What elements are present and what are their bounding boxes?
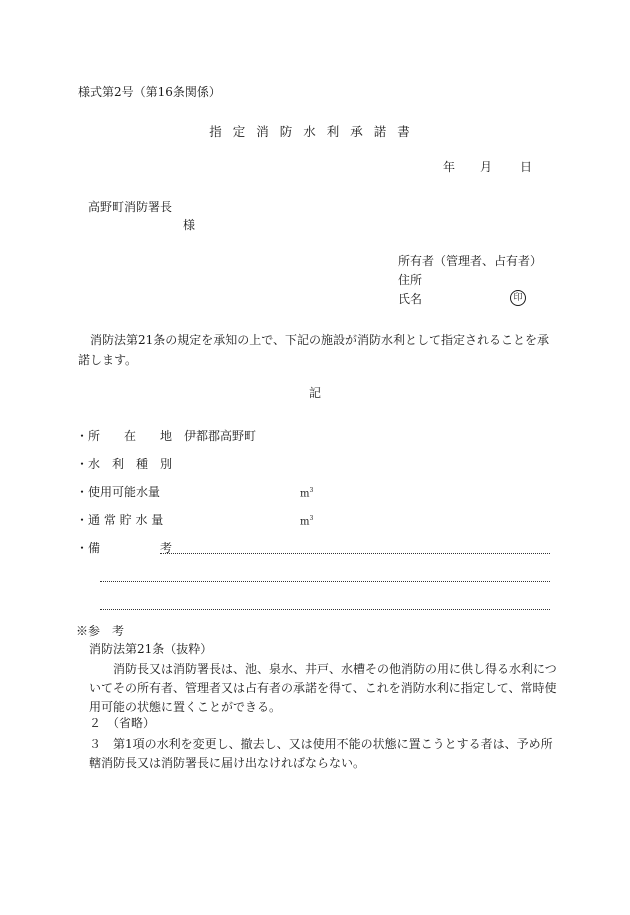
owner-address-label: 住所	[398, 273, 423, 287]
item-location	[76, 430, 256, 442]
reference-paragraph-3: ３ 第1項の水利を変更し、撤去し、又は使用不能の状態に置こうとする者は、予め所轄消防長又は消防署長に届け出なければならない。	[89, 737, 553, 770]
reference-paragraph-1: 消防長又は消防署長は、池、泉水、井戸、水槽その他消防の用に供し得る水利についてその所有者、管理者又は占有者の承諾を得て、これを消防水利に指定して、常時使用可能の状態に置くことができる。	[89, 662, 557, 714]
honorific: 様	[183, 218, 196, 232]
reference-paragraph-2: ２ （省略）	[89, 716, 156, 730]
water-type-label: ・水 利 種 別	[76, 457, 173, 471]
location-label: ・所 在 地	[76, 429, 173, 443]
remarks-line-1	[160, 553, 550, 554]
item-water-type	[76, 458, 184, 470]
reference-law-title: 消防法第21条（抜粋）	[89, 642, 213, 656]
item-storage-volume	[76, 514, 184, 526]
date-day: 日	[520, 160, 533, 174]
location-value: 伊都郡高野町	[184, 429, 257, 443]
remarks-line-2	[100, 581, 550, 582]
document-title: 指定消防水利承諾書	[209, 124, 421, 139]
remarks-label: ・備 考	[76, 541, 173, 555]
owner-label: 所有者（管理者、占有者）	[398, 254, 543, 268]
date-line	[443, 161, 532, 173]
date-year: 年	[443, 160, 456, 174]
ki-heading: 記	[308, 386, 321, 400]
consent-statement: 消防法第21条の規定を承知の上で、下記の施設が消防水利として指定されることを承諾します。	[78, 333, 550, 367]
date-month: 月	[480, 160, 493, 174]
usable-volume-label: ・使用可能水量	[76, 485, 161, 499]
usable-volume-unit: $m^3$	[300, 487, 314, 500]
reference-heading: ※参 考	[76, 624, 125, 638]
storage-volume-unit: $m^3$	[300, 515, 314, 528]
addressee: 高野町消防署長	[88, 200, 173, 214]
item-usable-volume	[76, 486, 184, 498]
storage-volume-label: ・通 常 貯 水 量	[76, 513, 164, 527]
form-number-label: 様式第2号（第16条関係）	[78, 85, 221, 99]
owner-name-label: 氏名	[398, 292, 423, 306]
seal-mark: 印	[510, 290, 526, 306]
remarks-line-3	[100, 609, 550, 610]
